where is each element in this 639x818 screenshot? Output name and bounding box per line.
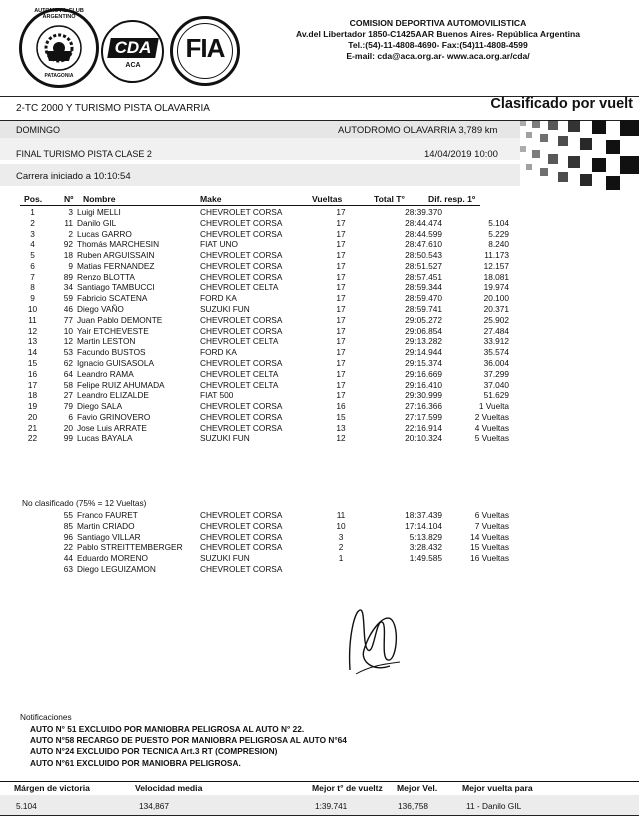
cell-name: Santiago TAMBUCCI bbox=[77, 282, 155, 293]
cell-pos bbox=[14, 510, 51, 521]
cell-name: Ignacio GUISASOLA bbox=[77, 357, 155, 368]
cell-diff: 20.100 bbox=[483, 293, 509, 304]
signature bbox=[330, 600, 420, 680]
cell-name: Thomás MARCHESIN bbox=[77, 239, 160, 250]
cell-total: 28:59.741 bbox=[405, 304, 442, 315]
cell-num: 85 bbox=[63, 520, 73, 531]
cell-laps: 15 bbox=[336, 411, 346, 422]
cell-diff: 11.173 bbox=[484, 250, 509, 261]
org-name: COMISION DEPORTIVA AUTOMOVILISTICA bbox=[349, 18, 527, 28]
cell-num: 64 bbox=[63, 368, 73, 379]
cell-laps: 17 bbox=[336, 260, 346, 271]
aca-logo-text: AUTOMOVIL CLUB ARGENTINO bbox=[34, 8, 84, 20]
cell-name: Diego SALA bbox=[77, 401, 123, 412]
cell-pos: 15 bbox=[27, 357, 38, 368]
notifications-title: Notificaciones bbox=[20, 712, 72, 722]
cell-diff: 37.040 bbox=[483, 379, 509, 390]
cell-name: Matias FERNANDEZ bbox=[77, 260, 155, 271]
cell-laps: 17 bbox=[336, 347, 346, 358]
cell-num: 92 bbox=[63, 239, 73, 250]
cell-total: 28:59.344 bbox=[405, 282, 442, 293]
cell-total: 1:49.585 bbox=[409, 553, 442, 564]
cell-name: Lucas GARRO bbox=[77, 228, 132, 239]
cell-diff: 8.240 bbox=[488, 239, 509, 250]
table-row bbox=[14, 423, 509, 434]
cell-make: FORD KA bbox=[200, 293, 237, 304]
cell-pos: 8 bbox=[30, 282, 35, 293]
cell-pos: 7 bbox=[30, 271, 35, 282]
cell-pos: 18 bbox=[27, 390, 38, 401]
org-address: Av.del Libertador 1850-C1425AAR Buenos Aires- República Argentina bbox=[296, 29, 580, 39]
table-row bbox=[14, 261, 509, 272]
cell-total: 18:37.439 bbox=[405, 510, 442, 520]
cell-pos: 6 bbox=[30, 260, 35, 271]
cell-laps: 3 bbox=[338, 531, 344, 542]
cell-pos bbox=[14, 521, 51, 532]
cell-pos: 17 bbox=[27, 379, 38, 390]
cell-total: 29:13.282 bbox=[405, 336, 442, 347]
best-lap-label: Mejor t° de vueltz bbox=[312, 783, 383, 793]
cell-diff bbox=[442, 564, 509, 575]
cell-name: Eduardo MORENO bbox=[77, 553, 149, 564]
table-row bbox=[14, 304, 509, 315]
cell-make: CHEVROLET CELTA bbox=[200, 379, 279, 390]
cell-total: 27:17.599 bbox=[405, 411, 442, 422]
cell-diff: 20.371 bbox=[483, 304, 509, 315]
cell-make: CHEVROLET CORSA bbox=[200, 271, 283, 282]
cell-total: 28:39.370 bbox=[405, 207, 442, 217]
cell-make: FIAT UNO bbox=[200, 239, 238, 250]
cell-diff: 33.912 bbox=[483, 336, 509, 347]
cell-diff: 36.004 bbox=[483, 357, 509, 368]
margin-value: 5.104 bbox=[16, 801, 37, 811]
cell-diff: 6 Vueltas bbox=[474, 510, 509, 520]
cell-total: 28:59.470 bbox=[405, 293, 442, 304]
table-row bbox=[14, 282, 509, 293]
best-lap-for-value: 11 - Danilo GIL bbox=[466, 801, 522, 811]
cell-make: CHEVROLET CORSA bbox=[200, 314, 283, 325]
cell-num: 99 bbox=[63, 433, 73, 444]
cell-name: Leandro ELIZALDE bbox=[77, 390, 149, 401]
col-header-num: Nº bbox=[64, 194, 74, 204]
cell-laps: 1 bbox=[338, 553, 344, 564]
cell-pos: 5 bbox=[30, 250, 35, 261]
cell-name: Luigi MELLI bbox=[77, 207, 121, 217]
cell-pos bbox=[14, 564, 51, 575]
table-row bbox=[14, 293, 509, 304]
cell-laps: 17 bbox=[336, 271, 346, 282]
cell-make: SUZUKI FUN bbox=[200, 433, 250, 444]
cell-num: 58 bbox=[63, 379, 73, 390]
cell-pos bbox=[14, 542, 51, 553]
cell-laps: 17 bbox=[336, 207, 346, 217]
cell-pos: 19 bbox=[27, 401, 38, 412]
cell-name: Franco FAURET bbox=[77, 510, 138, 520]
cell-diff: 12.157 bbox=[483, 260, 509, 271]
cell-diff: 51.629 bbox=[483, 390, 509, 401]
cell-laps: 17 bbox=[336, 368, 346, 379]
cell-make: CHEVROLET CORSA bbox=[200, 563, 283, 574]
cell-name: Favio GRINOVERO bbox=[77, 411, 151, 422]
circuit-name: AUTODROMO OLAVARRIA 3,789 km bbox=[338, 125, 498, 136]
aca-logo bbox=[19, 8, 99, 88]
cell-laps: 17 bbox=[336, 314, 346, 325]
cell-diff: 25.902 bbox=[483, 314, 509, 325]
table-row bbox=[14, 401, 509, 412]
table-row bbox=[14, 272, 509, 283]
cell-num: 18 bbox=[63, 250, 73, 261]
cell-make: FORD KA bbox=[200, 347, 237, 358]
cell-pos: 22 bbox=[27, 433, 38, 444]
cell-pos: 9 bbox=[30, 293, 35, 304]
table-row bbox=[14, 510, 509, 521]
cell-make: CHEVROLET CORSA bbox=[200, 207, 283, 217]
cell-diff: 16 Vueltas bbox=[470, 553, 509, 564]
cell-pos: 13 bbox=[27, 336, 38, 347]
cell-num: 62 bbox=[63, 357, 73, 368]
cell-pos: 16 bbox=[27, 368, 38, 379]
not-classified-label: No clasificado (75% = 12 Vueltas) bbox=[22, 498, 147, 508]
org-email: E-mail: cda@aca.org.ar- www.aca.org.ar/cda/ bbox=[346, 51, 530, 61]
avg-speed-label: Velocidad media bbox=[135, 783, 203, 793]
cell-make: CHEVROLET CORSA bbox=[200, 411, 283, 422]
cell-diff: 5 Vueltas bbox=[474, 433, 509, 444]
cell-laps: 17 bbox=[336, 282, 346, 293]
cell-name: Felipe RUIZ AHUMADA bbox=[77, 379, 165, 390]
cell-diff: 5.229 bbox=[488, 228, 509, 239]
cell-make: CHEVROLET CORSA bbox=[200, 422, 283, 433]
notification-line: AUTO N° 51 EXCLUIDO POR MANIOBRA PELIGROSA AL AUTO N° 22. bbox=[30, 724, 305, 734]
cell-pos: 10 bbox=[27, 304, 38, 315]
col-header-diff: Dif. resp. 1º bbox=[428, 194, 476, 204]
cell-total: 28:47.610 bbox=[405, 239, 442, 250]
cell-laps: 17 bbox=[336, 304, 346, 315]
cell-total: 3:28.432 bbox=[409, 542, 442, 553]
table-row bbox=[14, 358, 509, 369]
cell-name: Santiago VILLAR bbox=[77, 531, 141, 542]
cell-pos bbox=[14, 532, 51, 543]
race-start-time: Carrera iniciado a 10:10:54 bbox=[16, 171, 131, 182]
cell-laps: 17 bbox=[336, 228, 346, 239]
table-row bbox=[14, 239, 509, 250]
cell-diff: 2 Vueltas bbox=[474, 411, 509, 422]
cell-total: 17:14.104 bbox=[405, 520, 442, 531]
cell-name: Ruben ARGUISSAIN bbox=[77, 250, 155, 261]
footer-divider bbox=[0, 781, 639, 782]
event-title: 2-TC 2000 Y TURISMO PISTA OLAVARRIA bbox=[16, 103, 210, 114]
cell-num: 96 bbox=[63, 531, 73, 542]
cell-num: 6 bbox=[68, 411, 73, 422]
cell-make: SUZUKI FUN bbox=[200, 304, 250, 315]
table-row bbox=[14, 542, 509, 553]
table-row bbox=[14, 380, 509, 391]
notification-line: AUTO N°61 EXCLUIDO POR MANIOBRA PELIGROSA. bbox=[30, 757, 241, 768]
col-header-make: Make bbox=[200, 194, 222, 204]
cell-num: 27 bbox=[63, 390, 73, 401]
cell-num: 34 bbox=[63, 282, 73, 293]
checkered-flag-pattern bbox=[520, 120, 639, 190]
table-row bbox=[14, 521, 509, 532]
cda-logo-sub: ACA bbox=[125, 62, 141, 69]
table-row bbox=[14, 326, 509, 337]
cell-diff: 14 Vueltas bbox=[470, 531, 509, 542]
cell-num: 22 bbox=[63, 542, 73, 553]
not-classified-table bbox=[14, 510, 509, 575]
cell-total: 29:16.669 bbox=[405, 368, 442, 379]
not-classified-body bbox=[14, 510, 509, 575]
session-name: FINAL TURISMO PISTA CLASE 2 bbox=[16, 149, 152, 159]
cell-make: CHEVROLET CORSA bbox=[200, 401, 283, 412]
cell-laps: 10 bbox=[336, 520, 346, 531]
cell-diff: 4 Vueltas bbox=[474, 422, 509, 433]
cell-make: CHEVROLET CORSA bbox=[200, 510, 283, 520]
cell-diff: 18.081 bbox=[483, 271, 509, 282]
cell-total: 28:57.451 bbox=[405, 271, 442, 282]
cell-make: CHEVROLET CORSA bbox=[200, 217, 283, 228]
best-speed-value: 136,758 bbox=[398, 801, 428, 811]
race-day: DOMINGO bbox=[16, 125, 60, 135]
cell-laps: 17 bbox=[336, 293, 346, 304]
cell-total: 27:16.366 bbox=[405, 401, 442, 412]
margin-label: Márgen de victoria bbox=[14, 783, 90, 793]
cell-pos: 2 bbox=[30, 217, 35, 228]
cell-num: 3 bbox=[68, 207, 73, 217]
cell-total: 28:51.527 bbox=[405, 260, 442, 271]
cell-name: Pablo STREITTEMBERGER bbox=[77, 542, 183, 553]
cell-name: Diego VAÑO bbox=[77, 304, 124, 315]
cell-make: CHEVROLET CORSA bbox=[200, 260, 283, 271]
cell-make: CHEVROLET CORSA bbox=[200, 357, 283, 368]
table-row bbox=[14, 553, 509, 564]
cell-name: Danilo GIL bbox=[77, 217, 117, 228]
cell-num: 44 bbox=[63, 553, 73, 564]
cell-name: Jose Luis ARRATE bbox=[77, 422, 147, 433]
table-row bbox=[14, 532, 509, 543]
cell-num: 55 bbox=[63, 510, 73, 520]
notification-line: AUTO N°24 EXCLUIDO POR TECNICA Art.3 RT (COMPRESION) bbox=[30, 746, 278, 757]
table-row bbox=[14, 207, 509, 218]
cell-name: Yair ETCHEVESTE bbox=[77, 325, 149, 336]
cell-diff: 7 Vueltas bbox=[474, 520, 509, 531]
cell-make: CHEVROLET CORSA bbox=[200, 520, 283, 531]
table-row bbox=[14, 336, 509, 347]
cell-make: CHEVROLET CORSA bbox=[200, 542, 283, 553]
fia-logo-text: FIA bbox=[185, 33, 225, 63]
cell-name: Martin CRIADO bbox=[77, 520, 135, 531]
cell-num: 63 bbox=[63, 563, 73, 574]
cell-num: 11 bbox=[64, 217, 73, 228]
cell-num: 79 bbox=[63, 401, 73, 412]
cell-make: CHEVROLET CORSA bbox=[200, 228, 283, 239]
cell-laps: 16 bbox=[336, 401, 346, 412]
table-row bbox=[14, 369, 509, 380]
cell-make: CHEVROLET CORSA bbox=[200, 250, 283, 261]
cell-name: Renzo BLOTTA bbox=[77, 271, 135, 282]
cell-total: 28:50.543 bbox=[405, 250, 442, 261]
cell-num: 9 bbox=[68, 260, 73, 271]
col-header-pos: Pos. bbox=[24, 194, 43, 204]
cell-laps: 17 bbox=[336, 336, 346, 347]
cell-make: SUZUKI FUN bbox=[200, 553, 250, 564]
cell-num: 53 bbox=[63, 347, 73, 358]
cell-total: 29:05.272 bbox=[405, 314, 442, 325]
cell-diff: 5.104 bbox=[488, 217, 509, 228]
cell-laps: 2 bbox=[338, 542, 344, 553]
cell-diff: 27.484 bbox=[483, 325, 509, 336]
cell-total: 28:44.474 bbox=[405, 217, 442, 228]
race-date: 14/04/2019 10:00 bbox=[424, 149, 498, 160]
cell-num: 89 bbox=[63, 271, 73, 282]
cell-num: 2 bbox=[68, 228, 73, 239]
results-table bbox=[14, 207, 509, 444]
cell-num: 20 bbox=[63, 422, 73, 433]
cda-logo bbox=[101, 20, 164, 83]
cell-diff: 37.299 bbox=[483, 368, 509, 379]
cell-name: Juan Pablo DEMONTE bbox=[77, 314, 163, 325]
cell-name: Fabricio SCATENA bbox=[77, 293, 148, 304]
cell-name: Lucas BAYALA bbox=[77, 433, 133, 444]
table-row bbox=[14, 250, 509, 261]
table-row bbox=[14, 229, 509, 240]
cell-pos: 1 bbox=[30, 207, 35, 217]
cell-make: CHEVROLET CELTA bbox=[200, 368, 279, 379]
cell-pos: 20 bbox=[27, 411, 38, 422]
best-speed-label: Mejor Vel. bbox=[397, 783, 438, 793]
cell-diff: 15 Vueltas bbox=[470, 542, 509, 553]
fia-logo bbox=[170, 16, 240, 86]
cell-diff: 19.974 bbox=[483, 282, 509, 293]
cell-total: 29:30.999 bbox=[405, 390, 442, 401]
best-lap-value: 1:39.741 bbox=[315, 801, 348, 811]
cell-laps: 17 bbox=[336, 239, 346, 250]
best-lap-for-label: Mejor vuelta para bbox=[462, 783, 533, 793]
header-divider bbox=[20, 205, 480, 206]
col-header-name: Nombre bbox=[83, 194, 116, 204]
col-header-laps: Vueltas bbox=[312, 194, 343, 204]
cell-total: 29:14.944 bbox=[405, 347, 442, 358]
cell-num: 46 bbox=[63, 304, 73, 315]
cell-diff: 1 Vuelta bbox=[478, 401, 509, 412]
cda-logo-text: CDA bbox=[114, 38, 152, 57]
cell-pos: 11 bbox=[28, 314, 37, 325]
cell-pos: 4 bbox=[30, 239, 35, 250]
table-row bbox=[14, 433, 509, 444]
cell-total: 28:44.599 bbox=[405, 228, 442, 239]
cell-total bbox=[364, 564, 442, 575]
cell-make: CHEVROLET CELTA bbox=[200, 336, 279, 347]
notification-line: AUTO N°58 RECARGO DE PUESTO POR MANIOBRA PELIGROSA AL AUTO N°64 bbox=[30, 735, 347, 746]
table-row bbox=[14, 390, 509, 401]
cell-make: CHEVROLET CORSA bbox=[200, 325, 283, 336]
cell-name: Facundo BUSTOS bbox=[77, 347, 146, 358]
table-row bbox=[14, 564, 509, 575]
cell-total: 22:16.914 bbox=[405, 422, 442, 433]
cell-laps: 17 bbox=[336, 379, 346, 390]
cell-pos: 14 bbox=[27, 347, 38, 358]
cell-laps: 17 bbox=[336, 217, 346, 228]
cell-diff: 35.574 bbox=[483, 347, 509, 358]
cell-make: CHEVROLET CORSA bbox=[200, 531, 283, 542]
table-row bbox=[14, 347, 509, 358]
results-body bbox=[14, 207, 509, 444]
cell-name: Diego LEGUIZAMON bbox=[77, 563, 156, 574]
cell-pos: 12 bbox=[27, 325, 38, 336]
cell-diff bbox=[442, 207, 509, 218]
cell-total: 20:10.324 bbox=[405, 433, 442, 444]
table-row bbox=[14, 218, 509, 229]
cell-num: 12 bbox=[63, 336, 73, 347]
cell-laps: 17 bbox=[336, 250, 346, 261]
cell-name: Leandro RAMA bbox=[77, 368, 134, 379]
cell-laps: 17 bbox=[336, 390, 346, 401]
cell-laps: 13 bbox=[336, 422, 346, 433]
cell-num: 59 bbox=[63, 293, 73, 304]
cell-total: 5:13.829 bbox=[409, 531, 442, 542]
table-row bbox=[14, 315, 509, 326]
cell-num: 77 bbox=[63, 314, 73, 325]
cell-name: Martin LESTON bbox=[77, 336, 136, 347]
document-type: Clasificado por vuelt bbox=[490, 96, 633, 112]
cell-total: 29:06.854 bbox=[405, 325, 442, 336]
cell-laps: 17 bbox=[336, 357, 346, 368]
cell-laps: 11 bbox=[336, 510, 346, 520]
table-row bbox=[14, 412, 509, 423]
notifications bbox=[20, 712, 347, 769]
cell-pos: 21 bbox=[27, 422, 38, 433]
org-phone: Tel.:(54)-11-4808-4690- Fax:(54)11-4808-4599 bbox=[348, 40, 528, 50]
cell-make: CHEVROLET CELTA bbox=[200, 282, 279, 293]
cell-pos bbox=[14, 553, 51, 564]
cell-total: 29:16.410 bbox=[405, 379, 442, 390]
cell-laps bbox=[318, 564, 364, 575]
aca-logo-sub: PATAGONIA bbox=[44, 73, 74, 79]
cell-num: 10 bbox=[63, 325, 73, 336]
cell-total: 29:15.374 bbox=[405, 357, 442, 368]
col-header-total: Total T° bbox=[374, 194, 405, 204]
cell-pos: 3 bbox=[30, 228, 35, 239]
cell-laps: 17 bbox=[336, 325, 346, 336]
avg-speed-value: 134,867 bbox=[139, 801, 169, 811]
org-header bbox=[268, 18, 608, 62]
cell-make: FIAT 500 bbox=[200, 390, 234, 401]
cell-laps: 12 bbox=[336, 433, 346, 444]
